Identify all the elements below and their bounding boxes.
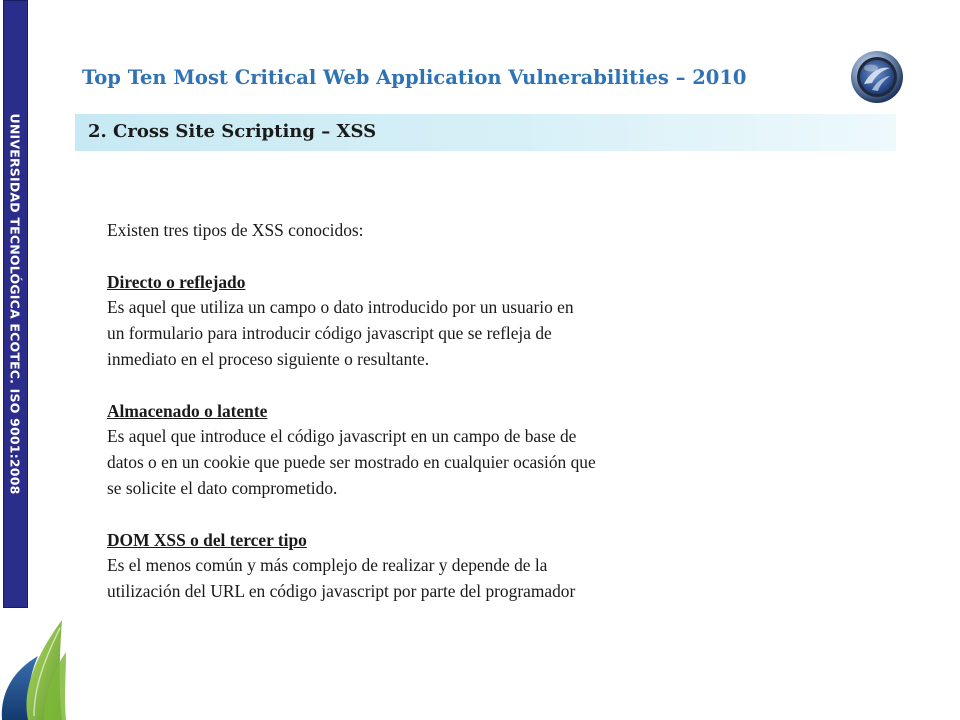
owasp-logo-icon [850, 50, 904, 104]
page-title: Top Ten Most Critical Web Application Vulnerabilities – 2010 [82, 66, 747, 89]
section-line: Es el menos común y más complejo de realizar y depende de la [107, 555, 548, 576]
section-line: utilización del URL en código javascript por parte del programador [107, 581, 576, 602]
intro-text: Existen tres tipos de XSS conocidos: [107, 220, 364, 240]
slide-body [107, 218, 807, 605]
section-line: se solicite el dato comprometido. [107, 477, 338, 498]
section-heading-dom: DOM XSS o del tercer tipo [107, 529, 307, 550]
section-line: datos o en un cookie que puede ser mostrado en cualquier ocasión que [107, 452, 596, 473]
section-line: un formulario para introducir código javascript que se refleja de [107, 323, 552, 344]
university-label: UNIVERSIDAD TECNOLÓGICA ECOTEC. ISO 9001:2008 [7, 113, 23, 495]
section-line: Es aquel que utiliza un campo o dato introducido por un usuario en [107, 297, 574, 318]
ecotec-leaf-icon [0, 612, 70, 720]
section-line: Es aquel que introduce el código javascript en un campo de base de [107, 426, 577, 447]
slide-subtitle: 2. Cross Site Scripting – XSS [88, 121, 377, 142]
section-heading-reflected: Directo o reflejado [107, 271, 246, 292]
section-heading-stored: Almacenado o latente [107, 400, 268, 421]
section-line: inmediato en el proceso siguiente o resultante. [107, 348, 430, 369]
